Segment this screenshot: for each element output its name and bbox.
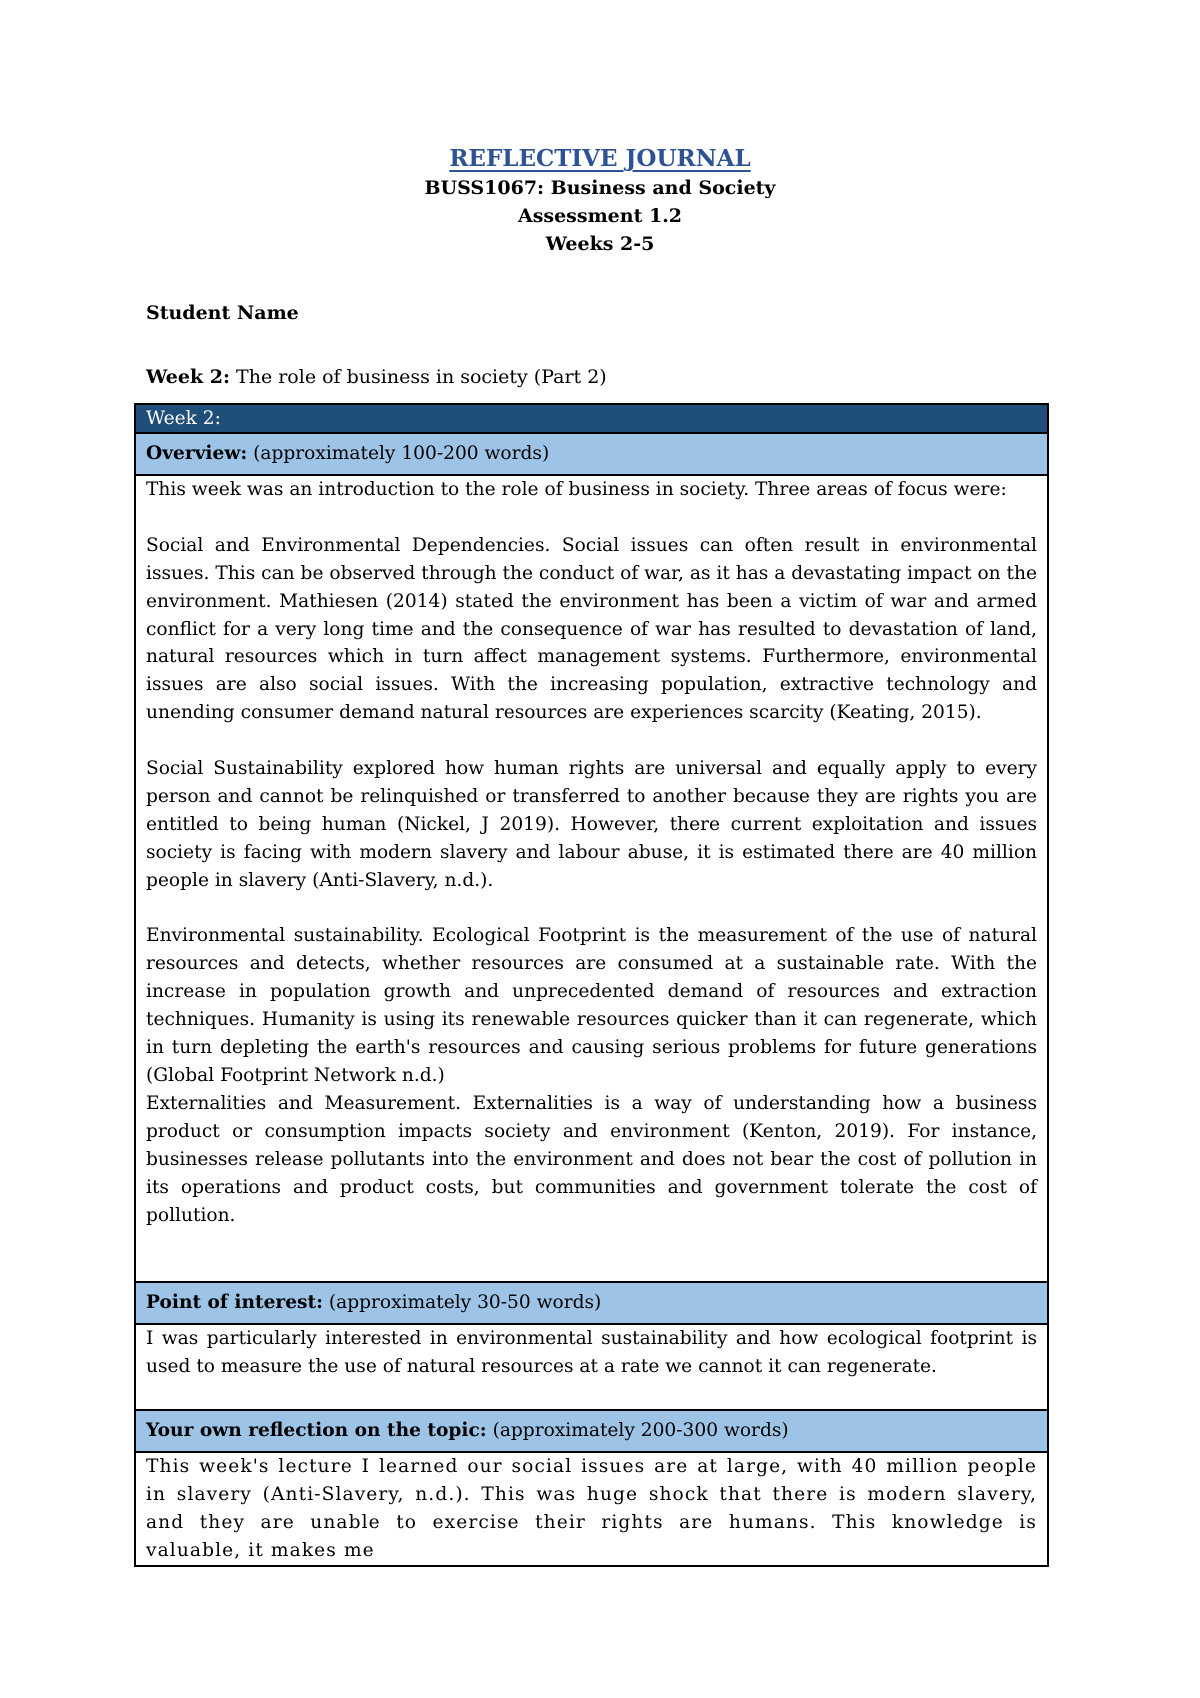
week-heading-topic: The role of business in society (Part 2) xyxy=(236,366,607,388)
interest-header-cell xyxy=(135,1282,1048,1324)
overview-paragraph-social-sustainability: Social Sustainability explored how human rights are universal and equally apply to every person and cannot be relinquished or transferred to another because they are rights you are entitled to being human (Nickel, J 2019). However, there current exploitation and issues society is facing with modern slavery and labour abuse, it is estimated there are 40 million people in slavery (Anti-Slavery, n.d.). xyxy=(146,758,1037,891)
journal-table xyxy=(134,403,1049,1567)
interest-content-row xyxy=(135,1324,1048,1410)
weeks-label: Weeks 2-5 xyxy=(545,233,655,255)
reflection-hint: (approximately 200-300 words) xyxy=(492,1420,789,1441)
overview-content-cell[interactable] xyxy=(135,475,1048,1282)
week-heading xyxy=(146,364,607,390)
course-code: BUSS1067: Business and Society xyxy=(424,177,776,199)
interest-label: Point of interest: xyxy=(146,1292,323,1313)
overview-paragraph-dependencies: Social and Environmental Dependencies. Social issues can often result in environmental issues. This can be observed through the conduct of war, as it has a devastating impact on the environment. Mathiesen (2014) stated the environment has been a victim of war and armed conflict for a very long time and the consequence of war has resulted to devastation of land, natural resources which in turn affect management systems. Furthermore, environmental issues are also social issues. With the increasing population, extractive technology and unending consumer demand natural resources are experiences scarcity (Keating, 2015). xyxy=(146,534,1037,724)
overview-hint: (approximately 100-200 words) xyxy=(253,443,550,464)
overview-label: Overview: xyxy=(146,443,248,464)
overview-content-row xyxy=(135,475,1048,1282)
overview-header-row xyxy=(135,433,1048,475)
reflection-header-cell xyxy=(135,1410,1048,1452)
overview-paragraph-externalities: Externalities and Measurement. Externalities is a way of understanding how a business product or consumption impacts society and environment (Kenton, 2019). For instance, businesses release pollutants into the environment and does not bear the cost of pollution in its operations and product costs, but communities and government tolerate the cost of pollution. xyxy=(146,1092,1037,1226)
student-name-label: Student Name xyxy=(146,302,299,324)
reflection-label: Your own reflection on the topic: xyxy=(146,1420,487,1441)
document-header xyxy=(0,144,1200,258)
overview-paragraph-intro: This week was an introduction to the role of business in society. Three areas of focus were: xyxy=(146,479,1007,500)
interest-hint: (approximately 30-50 words) xyxy=(328,1292,602,1313)
week-heading-label: Week 2: xyxy=(146,366,230,388)
reflection-text: This week's lecture I learned our social issues are at large, with 40 million people in slavery (Anti-Slavery, n.d.). This was huge shock that there is modern slavery, and they are unable to exercise their rights are humans. This knowledge is valuable, it makes me xyxy=(146,1456,1037,1561)
overview-header-cell xyxy=(135,433,1048,475)
assessment-label: Assessment 1.2 xyxy=(517,205,683,227)
week-row-cell: Week 2: xyxy=(135,404,1048,433)
overview-paragraph-environmental-sustainability: Environmental sustainability. Ecological Footprint is the measurement of the use of natural resources and detects, whether resources are consumed at a sustainable rate. With the increase in population growth and unprecedented demand of resources and extraction techniques. Humanity is using its renewable resources quicker than it can regenerate, which in turn depleting the earth's resources and causing serious problems for future generations (Global Footprint Network n.d.) xyxy=(146,925,1037,1086)
reflection-header-row xyxy=(135,1410,1048,1452)
interest-text: I was particularly interested in environmental sustainability and how ecological footprint is used to measure the use of natural resources at a rate we cannot it can regenerate. xyxy=(146,1328,1037,1377)
reflection-content-row xyxy=(135,1452,1048,1566)
week-row xyxy=(135,404,1048,433)
interest-header-row xyxy=(135,1282,1048,1324)
reflection-content-cell[interactable] xyxy=(135,1452,1048,1566)
document-title: REFLECTIVE JOURNAL xyxy=(449,145,751,172)
interest-content-cell[interactable] xyxy=(135,1324,1048,1410)
